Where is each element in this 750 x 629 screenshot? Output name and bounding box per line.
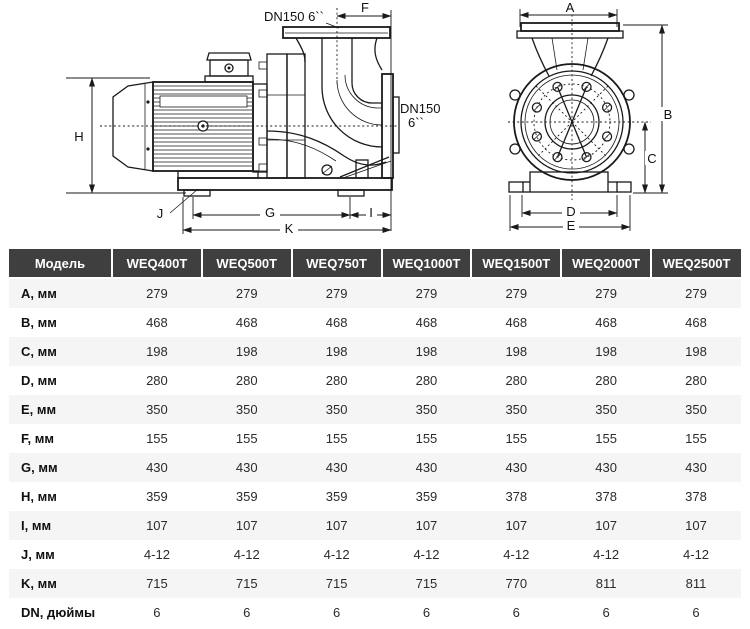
cell-value: 468	[235, 315, 258, 330]
row-label: F, мм	[21, 431, 54, 446]
cell-value: 359	[325, 489, 348, 504]
cell-value: 811	[651, 569, 741, 598]
terminal-box	[205, 53, 253, 82]
cell-value: 811	[561, 569, 651, 598]
row-label: B, мм	[21, 315, 57, 330]
row-label: D, мм	[21, 373, 57, 388]
cell-value: 350	[202, 395, 292, 424]
cell-value: 6	[512, 605, 520, 620]
cell-value: 430	[382, 453, 472, 482]
header-model: WEQ500T	[202, 249, 292, 278]
cell-value: 279	[112, 278, 202, 308]
table-row	[9, 366, 741, 395]
cell-value: 430	[471, 453, 561, 482]
cell-value: 6	[153, 605, 161, 620]
cell-value: 279	[651, 278, 741, 308]
cell-value: 280	[235, 373, 258, 388]
table-row	[9, 453, 741, 482]
cell-value: 107	[382, 511, 472, 540]
cell-value: 350	[382, 395, 472, 424]
cell-value: 350	[471, 395, 561, 424]
cell-value: 359	[235, 489, 258, 504]
cell-value: 279	[471, 278, 561, 308]
cell-value: 198	[651, 337, 741, 366]
table-row	[9, 482, 741, 511]
cell-value: 715	[112, 569, 202, 598]
cell-value: 359	[415, 489, 438, 504]
dim-label-d: D	[566, 204, 576, 219]
table-row	[9, 540, 741, 569]
cell-value: 430	[561, 453, 651, 482]
header-model: WEQ2500T	[651, 249, 741, 278]
table-header	[9, 249, 741, 278]
cell-value: 280	[505, 373, 528, 388]
header-model: WEQ2000T	[561, 249, 651, 278]
row-label: K, мм	[9, 569, 112, 598]
dim-label-g: G	[264, 205, 276, 220]
cell-value: 279	[202, 278, 292, 308]
pump-bracket	[253, 54, 305, 178]
suction-flange-top	[517, 23, 623, 76]
cell-value: 107	[651, 511, 741, 540]
cell-value: 4-12	[143, 547, 170, 562]
cell-value: 6	[692, 605, 700, 620]
cell-value: 107	[292, 511, 382, 540]
dimensions-table	[9, 249, 741, 627]
dim-label-a: A	[565, 0, 575, 15]
row-label: J, мм	[21, 547, 55, 562]
row-label: I, мм	[9, 511, 112, 540]
cell-value: 770	[471, 569, 561, 598]
cell-value: 107	[112, 511, 202, 540]
row-label: C, мм	[9, 337, 112, 366]
cell-value: 468	[415, 315, 438, 330]
table-header-row	[9, 249, 741, 278]
header-model: WEQ750T	[292, 249, 382, 278]
front-view	[508, 0, 675, 233]
cell-value: 107	[202, 511, 292, 540]
cell-value: 279	[292, 278, 382, 308]
dn-label-right-1: DN150	[400, 101, 441, 116]
cell-value: 6	[602, 605, 610, 620]
row-label: DN, дюймы	[21, 605, 96, 620]
table-body	[9, 278, 741, 627]
cell-value: 378	[685, 489, 707, 504]
dim-label-f: F	[361, 0, 369, 15]
cell-value: 280	[685, 373, 707, 388]
dim-label-i: I	[369, 205, 373, 220]
cell-value: 350	[292, 395, 382, 424]
cell-value: 468	[595, 315, 617, 330]
table-row	[9, 395, 741, 424]
cell-value: 430	[112, 453, 202, 482]
front-base	[509, 172, 631, 192]
dim-label-k: K	[284, 221, 294, 236]
cell-value: 279	[561, 278, 651, 308]
cell-value: 280	[325, 373, 348, 388]
dim-label-h: H	[74, 129, 84, 144]
table-row	[9, 424, 741, 453]
row-label: G, мм	[9, 453, 112, 482]
cell-value: 378	[595, 489, 617, 504]
cell-value: 350	[112, 395, 202, 424]
cell-value: 715	[202, 569, 292, 598]
table-row	[9, 308, 741, 337]
table-row	[9, 278, 741, 308]
cell-value: 280	[415, 373, 438, 388]
cell-value: 107	[561, 511, 651, 540]
dim-label-c: C	[647, 151, 657, 166]
cell-value: 468	[146, 315, 168, 330]
row-label: А, мм	[9, 278, 112, 308]
cell-value: 280	[595, 373, 617, 388]
table-row	[9, 511, 741, 540]
cell-value: 350	[651, 395, 741, 424]
pump-dimension-drawing	[0, 0, 750, 245]
cell-value: 6	[332, 605, 341, 620]
row-label: H, мм	[21, 489, 57, 504]
cell-value: 155	[685, 431, 707, 446]
cell-value: 155	[146, 431, 168, 446]
cell-value: 4-12	[233, 547, 260, 562]
cell-value: 198	[471, 337, 561, 366]
dim-label-b: B	[663, 107, 673, 122]
cell-value: 468	[505, 315, 528, 330]
cell-value: 4-12	[503, 547, 530, 562]
cell-value: 468	[325, 315, 348, 330]
cell-value: 359	[146, 489, 168, 504]
cell-value: 430	[651, 453, 741, 482]
cell-value: 155	[505, 431, 528, 446]
cell-value: 107	[471, 511, 561, 540]
cell-value: 280	[146, 373, 168, 388]
cell-value: 430	[202, 453, 292, 482]
cell-value: 155	[235, 431, 258, 446]
row-label: E, мм	[9, 395, 112, 424]
cell-value: 715	[382, 569, 472, 598]
dim-label-e: E	[566, 218, 576, 233]
header-model: WEQ1500T	[471, 249, 561, 278]
cell-value: 198	[382, 337, 472, 366]
cell-value: 715	[292, 569, 382, 598]
cell-value: 155	[415, 431, 438, 446]
cell-value: 6	[243, 605, 251, 620]
cell-value: 4-12	[593, 547, 620, 562]
dim-label-j: J	[156, 206, 164, 221]
motor	[113, 53, 258, 178]
cell-value: 4-12	[323, 547, 350, 562]
cell-value: 198	[112, 337, 202, 366]
cell-value: 155	[595, 431, 617, 446]
cell-value: 4-12	[683, 547, 710, 562]
table-row	[9, 337, 741, 366]
dn-label-right-2: 6``	[408, 115, 424, 130]
cell-value: 468	[685, 315, 707, 330]
cell-value: 6	[422, 605, 431, 620]
header-model-column: Модель	[9, 249, 112, 278]
cell-value: 155	[325, 431, 348, 446]
header-model: WEQ1000T	[382, 249, 472, 278]
cell-value: 279	[382, 278, 472, 308]
cell-value: 4-12	[413, 547, 440, 562]
table-row	[9, 598, 741, 627]
base-plate	[178, 178, 392, 196]
side-view	[66, 0, 440, 236]
cell-value: 350	[561, 395, 651, 424]
header-model: WEQ400T	[112, 249, 202, 278]
cell-value: 430	[292, 453, 382, 482]
table-row	[9, 569, 741, 598]
cell-value: 378	[505, 489, 528, 504]
cell-value: 198	[202, 337, 292, 366]
dn-label-top: DN150 6``	[264, 9, 324, 24]
cell-value: 198	[561, 337, 651, 366]
cell-value: 198	[292, 337, 382, 366]
